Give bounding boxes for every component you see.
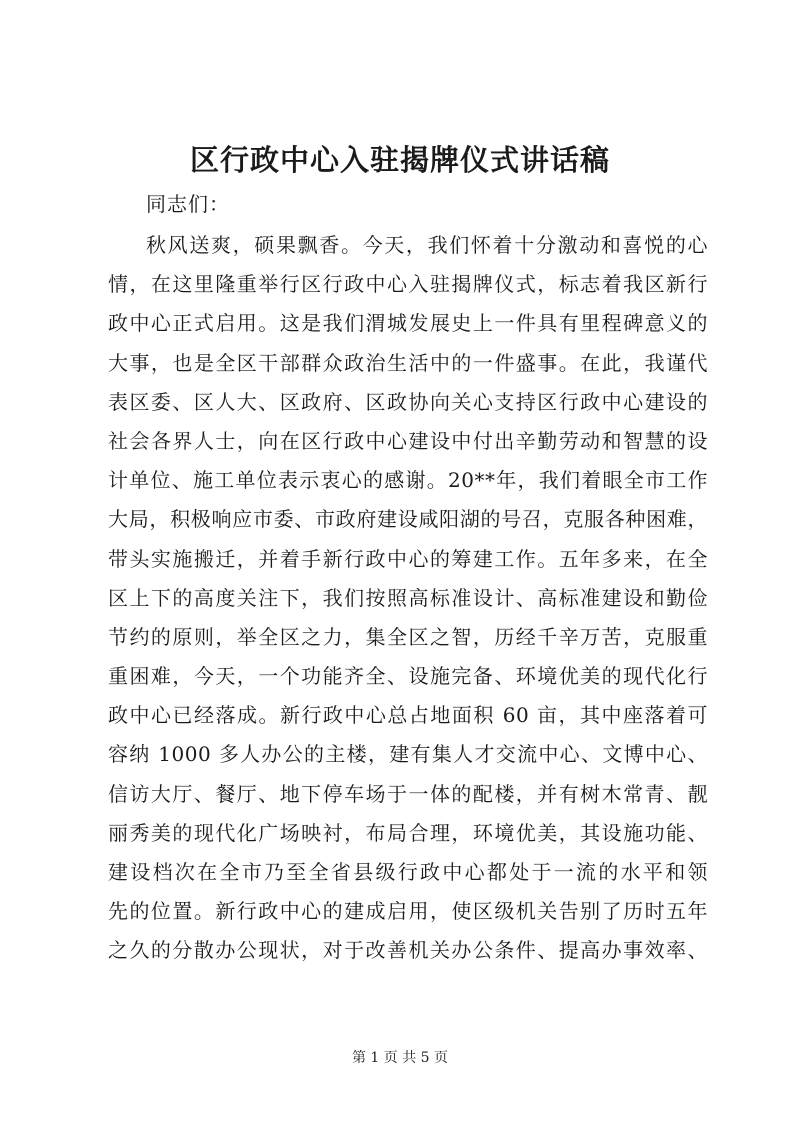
- body-text: [108, 226, 708, 971]
- body-line: 带头实施搬迁，并着手新行政中心的筹建工作。五年多来，在全: [108, 546, 708, 571]
- body-line: 表区委、区人大、区政府、区政协向关心支持区行政中心建设的: [108, 389, 708, 414]
- body-line: 节约的原则，举全区之力，集全区之智，历经千辛万苦，克服重: [108, 624, 708, 649]
- body-line: 情，在这里隆重举行区行政中心入驻揭牌仪式，标志着我区新行: [108, 272, 708, 297]
- body-line: 之久的分散办公现状，对于改善机关办公条件、提高办事效率、: [108, 938, 708, 963]
- body-line: 计单位、施工单位表示衷心的感谢。20**年，我们着眼全市工作: [108, 468, 708, 493]
- body-line: 重困难，今天，一个功能齐全、设施完备、环境优美的现代化行: [108, 664, 708, 689]
- body-line: 大事，也是全区干部群众政治生活中的一件盛事。在此，我谨代: [108, 350, 708, 375]
- document-title: 区行政中心入驻揭牌仪式讲话稿: [189, 143, 610, 177]
- body-line: 建设档次在全市乃至全省县级行政中心都处于一流的水平和领: [108, 860, 708, 884]
- body-line: 政中心已经落成。新行政中心总占地面积 60 亩，其中座落着可: [108, 703, 708, 728]
- body-line: 社会各界人士，向在区行政中心建设中付出辛勤劳动和智慧的设: [108, 428, 708, 453]
- body-line: 区上下的高度关注下，我们按照高标准设计、高标准建设和勤俭: [108, 585, 708, 610]
- body-line: 大局，积极响应市委、市政府建设咸阳湖的号召，克服各种困难，: [108, 507, 708, 532]
- page-footer: 第 1 页 共 5 页: [351, 1050, 449, 1066]
- body-line: 信访大厅、餐厅、地下停车场于一体的配楼，并有树木常青、靓: [108, 781, 708, 806]
- body-line: 政中心正式启用。这是我们渭城发展史上一件具有里程碑意义的: [108, 311, 708, 336]
- body-line: 秋风送爽，硕果飘香。今天，我们怀着十分激动和喜悦的心: [146, 233, 708, 257]
- salutation: 同志们：: [146, 192, 230, 216]
- body-line: 容纳 1000 多人办公的主楼，建有集人才交流中心、文博中心、: [108, 742, 708, 767]
- body-line: 丽秀美的现代化广场映衬，布局合理，环境优美，其设施功能、: [108, 820, 708, 845]
- body-line: 先的位置。新行政中心的建成启用，使区级机关告别了历时五年: [108, 899, 708, 924]
